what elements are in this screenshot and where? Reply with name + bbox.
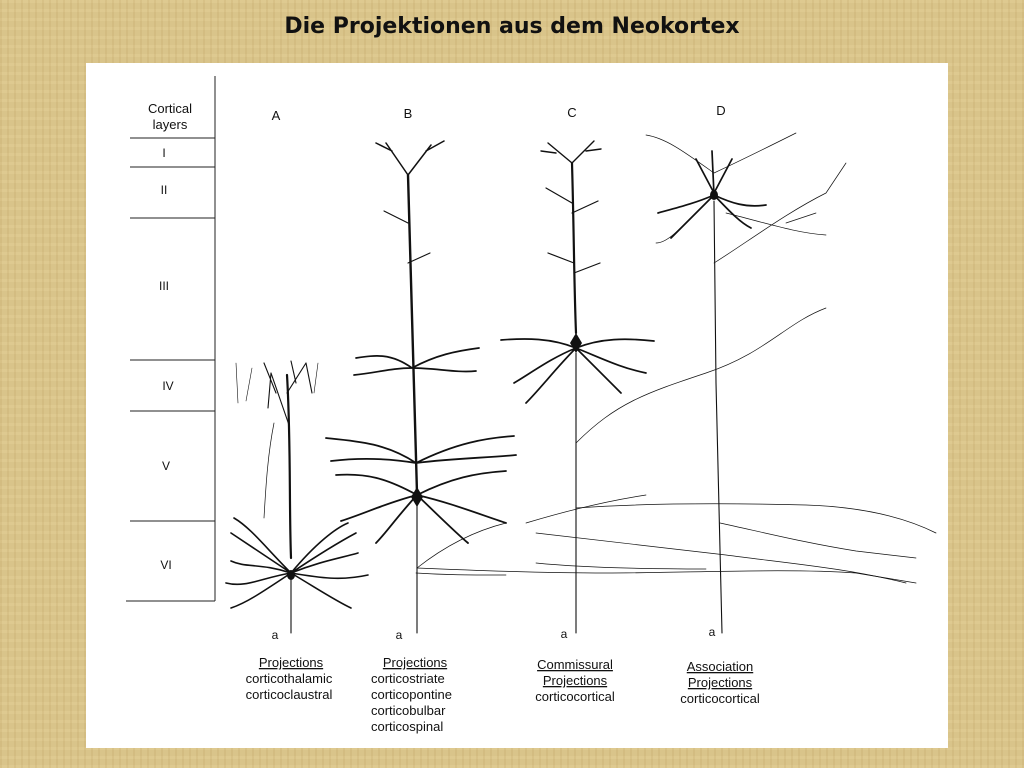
layers-header-line-1: Cortical: [147, 101, 193, 116]
neuron-c-letter: C: [567, 105, 577, 120]
neuron-b-caption: [371, 655, 452, 734]
caption-b-line-3: corticopontine: [371, 687, 452, 702]
slide-title: Die Projektionen aus dem Neokortex: [284, 14, 740, 39]
neuron-b: [326, 141, 916, 633]
layer-label-v: V: [161, 459, 171, 473]
layers-header-line-2: layers: [152, 117, 188, 132]
neuron-diagram: [86, 63, 948, 748]
cortical-layers-column: [126, 76, 215, 601]
layer-label-i: I: [162, 146, 166, 160]
caption-a-line-3: corticoclaustral: [245, 687, 333, 702]
caption-b-line-4: corticobulbar: [371, 703, 446, 718]
layer-label-iv: IV: [162, 379, 174, 393]
caption-a-line-2: corticothalamic: [245, 671, 333, 686]
diagram-panel: [86, 63, 948, 748]
neuron-c-axon-label: a: [560, 627, 568, 641]
neuron-a: [226, 361, 368, 633]
neuron-d-caption: [680, 659, 760, 706]
caption-b-line-5: corticospinal: [371, 719, 444, 734]
neuron-a-soma: [287, 570, 295, 580]
layer-label-ii: II: [160, 183, 168, 197]
neuron-b-soma: [411, 487, 423, 507]
caption-a-line-1: Projections: [258, 655, 324, 670]
layer-label-vi: VI: [160, 558, 172, 572]
caption-d-line-2: Projections: [687, 675, 753, 690]
neuron-b-letter: B: [403, 106, 413, 121]
caption-b-line-1: Projections: [382, 655, 448, 670]
layer-label-iii: III: [158, 279, 170, 293]
caption-d-line-1: Association: [686, 659, 754, 674]
neuron-a-axon-label: a: [271, 628, 279, 642]
neuron-b-axon-label: a: [395, 628, 403, 642]
caption-b-line-2: corticostriate: [371, 671, 445, 686]
neuron-a-letter: A: [271, 108, 281, 123]
neuron-d-letter: D: [716, 103, 726, 118]
caption-c-line-3: corticocortical: [535, 689, 615, 704]
neuron-d-axon-label: a: [708, 625, 716, 639]
neuron-c-caption: [535, 657, 615, 704]
neuron-d: [416, 133, 916, 633]
neuron-a-caption: [246, 655, 333, 702]
caption-d-line-3: corticocortical: [680, 691, 760, 706]
caption-c-line-1: Commissural: [537, 657, 613, 672]
neuron-d-soma: [710, 190, 718, 200]
neuron-c: [501, 141, 936, 633]
caption-c-line-2: Projections: [542, 673, 608, 688]
